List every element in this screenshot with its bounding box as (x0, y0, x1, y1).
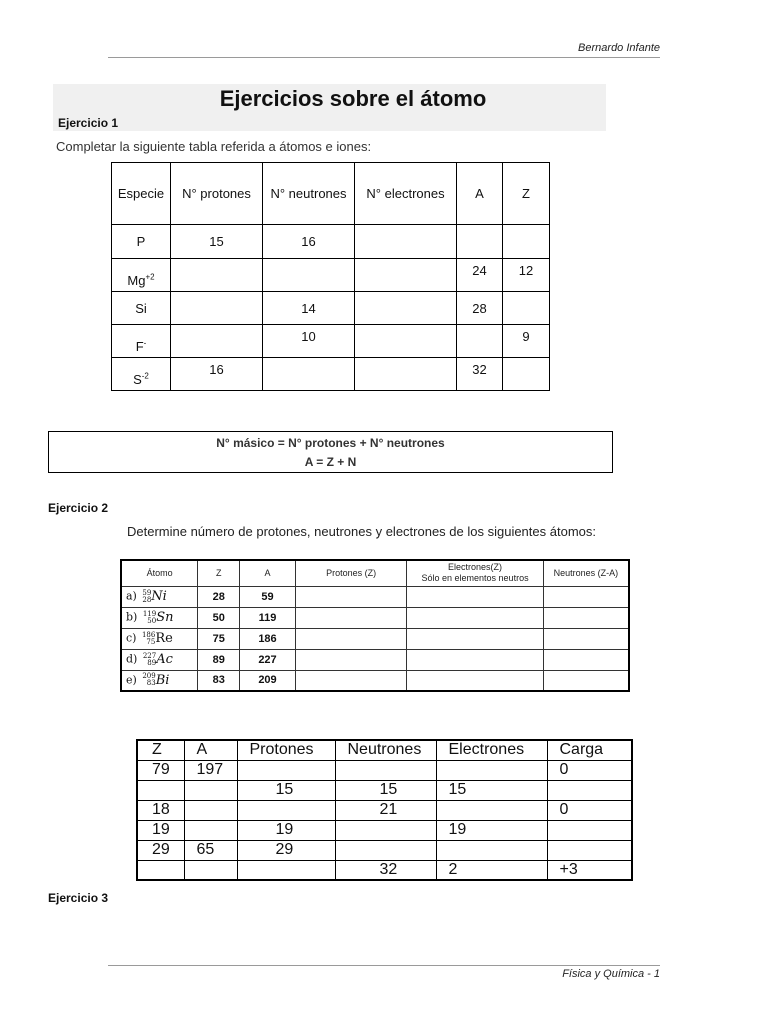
footer-divider (108, 965, 660, 966)
protons-cell (237, 800, 335, 820)
protons-cell: 19 (237, 820, 335, 840)
atomic-number-cell: 12 (503, 259, 550, 292)
header-cell-atomic-number: Z (503, 163, 550, 225)
isotopes-table (120, 559, 630, 692)
electrons-cell (355, 225, 457, 259)
page-title: Ejercicios sobre el átomo (219, 86, 487, 111)
atom-cell (121, 607, 198, 628)
charge-cell (547, 840, 632, 860)
species-symbol: Mg (127, 273, 146, 288)
mass-number-cell: 32 (457, 358, 503, 391)
protons-cell (237, 860, 335, 880)
a-cell (184, 780, 237, 800)
row-letter: c) (126, 631, 137, 645)
atomic-number: 83 (146, 679, 156, 688)
header-cell-neutrons: Neutrones (Z-A) (543, 560, 629, 586)
protons-cell (171, 325, 263, 358)
table-row (121, 586, 629, 607)
z-cell (137, 860, 184, 880)
electrons-cell (436, 760, 547, 780)
ion-charge: -2 (141, 371, 149, 381)
z-cell (137, 780, 184, 800)
row-letter: a) (126, 589, 137, 603)
protons-cell: 15 (237, 780, 335, 800)
table-row (112, 292, 550, 325)
table-row (121, 607, 629, 628)
header-cell-protons: Protones (Z) (295, 560, 406, 586)
species-cell (112, 225, 171, 259)
protons-cell: 15 (171, 225, 263, 259)
mass-number: 186 (141, 630, 156, 639)
neutrons-cell: 15 (335, 780, 436, 800)
element-symbol: Ni (151, 589, 167, 604)
isotope-notation (142, 590, 151, 604)
header-cell-a: A (184, 740, 237, 760)
electrons-cell (407, 586, 543, 607)
z-cell: 79 (137, 760, 184, 780)
table-row (112, 358, 550, 391)
header-cell-z: Z (198, 560, 240, 586)
header-cell-a: A (240, 560, 296, 586)
electrons-cell (436, 800, 547, 820)
a-cell: 186 (240, 628, 296, 649)
electrons-cell (407, 670, 543, 691)
protons-cell: 16 (171, 358, 263, 391)
atomic-number-cell (503, 225, 550, 259)
formula-line-2: A = Z + N (304, 455, 357, 469)
neutrons-cell: 32 (335, 860, 436, 880)
electrons-cell (407, 628, 543, 649)
species-cell (112, 292, 171, 325)
neutrons-cell (335, 840, 436, 860)
header-cell-protons: N° protones (171, 163, 263, 225)
z-cell: 18 (137, 800, 184, 820)
atoms-ions-table (111, 162, 550, 391)
atomic-number: 75 (146, 637, 156, 646)
table-row (112, 225, 550, 259)
exercise-1-label: Ejercicio 1 (58, 116, 119, 130)
neutrons-cell (263, 259, 355, 292)
table-row (121, 649, 629, 670)
species-cell (112, 259, 171, 292)
atom-cell (121, 670, 198, 691)
protons-cell: 29 (237, 840, 335, 860)
table-row (137, 780, 632, 800)
neutrons-cell (335, 820, 436, 840)
mass-number: 227 (142, 651, 157, 660)
neutrons-cell (543, 607, 629, 628)
header-cell-atom: Átomo (121, 560, 198, 586)
electrons-cell: 2 (436, 860, 547, 880)
a-cell: 197 (184, 760, 237, 780)
atomic-number-cell: 9 (503, 325, 550, 358)
protons-cell (295, 649, 406, 670)
protons-cell (295, 586, 406, 607)
table-row (137, 840, 632, 860)
row-letter: b) (126, 610, 138, 624)
exercise-3-label: Ejercicio 3 (48, 891, 109, 905)
charge-cell: +3 (547, 860, 632, 880)
header-cell-species: Especie (112, 163, 171, 225)
exercise-2-instruction: Determine número de protones, neutrones y electrones de los siguientes átomos: (127, 524, 596, 539)
header-cell-charge: Carga (547, 740, 632, 760)
electrons-cell (436, 840, 547, 860)
species-cell (112, 325, 171, 358)
protons-cell (295, 607, 406, 628)
mass-number-cell: 28 (457, 292, 503, 325)
species-symbol: Si (135, 300, 147, 316)
row-letter: e) (126, 673, 137, 687)
mass-number-formula-box (48, 431, 613, 473)
mass-number: 209 (142, 672, 156, 681)
a-cell (184, 820, 237, 840)
a-cell (184, 800, 237, 820)
row-letter: d) (126, 652, 138, 666)
table-row (137, 800, 632, 820)
neutrons-cell (543, 670, 629, 691)
electrons-cell (407, 607, 543, 628)
table-row (121, 628, 629, 649)
a-cell: 227 (240, 649, 296, 670)
table-row (112, 259, 550, 292)
protons-cell (171, 292, 263, 325)
species-symbol: P (136, 234, 146, 249)
neutrons-cell: 21 (335, 800, 436, 820)
electrons-header-line-1: Electrones(Z) (448, 562, 503, 573)
table-header-row (112, 163, 550, 225)
table-row (137, 760, 632, 780)
electrons-cell: 15 (436, 780, 547, 800)
header-cell-neutrons: Neutrones (335, 740, 436, 760)
charge-cell (547, 820, 632, 840)
atom-cell (121, 586, 198, 607)
atomic-number-cell (503, 292, 550, 325)
protons-cell (171, 259, 263, 292)
atomic-number: 89 (147, 658, 157, 667)
formula-line-1: N° másico = N° protones + N° neutrones (216, 436, 445, 450)
electrons-cell (407, 649, 543, 670)
mass-number-cell: 24 (457, 259, 503, 292)
a-cell: 59 (240, 586, 296, 607)
protons-cell (295, 628, 406, 649)
neutrons-cell: 16 (263, 225, 355, 259)
mass-number-cell (457, 325, 503, 358)
electrons-header-line-2: Sólo en elementos neutros (421, 573, 529, 584)
exercise-1-instruction: Completar la siguiente tabla referida a átomos e iones: (56, 139, 372, 154)
ion-charge: - (143, 338, 147, 348)
neutrons-cell: 10 (263, 325, 355, 358)
header-cell-protons: Protones (237, 740, 335, 760)
element-symbol: Sn (156, 610, 174, 625)
neutrons-cell: 14 (263, 292, 355, 325)
isotope-notation (143, 653, 156, 667)
z-cell: 19 (137, 820, 184, 840)
ion-charge: +2 (145, 272, 155, 282)
header-cell-mass-number: A (457, 163, 503, 225)
a-cell: 65 (184, 840, 237, 860)
header-author: Bernardo Infante (578, 42, 660, 54)
z-cell: 28 (198, 586, 240, 607)
atomic-number-cell (503, 358, 550, 391)
charge-cell: 0 (547, 760, 632, 780)
charge-cell (547, 780, 632, 800)
atomic-number: 28 (142, 595, 152, 604)
neutrons-cell (543, 649, 629, 670)
neutrons-cell (263, 358, 355, 391)
z-cell: 89 (198, 649, 240, 670)
header-cell-electrons: Electrones (436, 740, 547, 760)
z-cell: 50 (198, 607, 240, 628)
exercise-2-label: Ejercicio 2 (48, 501, 109, 515)
neutrons-cell (335, 760, 436, 780)
table-header-row (137, 740, 632, 760)
header-cell-neutrons: N° neutrones (263, 163, 355, 225)
species-symbol: S (133, 372, 142, 387)
neutrons-cell (543, 628, 629, 649)
a-cell: 209 (240, 670, 296, 691)
z-cell: 29 (137, 840, 184, 860)
mass-number: 119 (142, 609, 157, 618)
mass-number: 59 (142, 588, 152, 597)
a-cell (184, 860, 237, 880)
a-cell: 119 (240, 607, 296, 628)
z-cell: 75 (198, 628, 240, 649)
electrons-cell (355, 358, 457, 391)
charge-cell: 0 (547, 800, 632, 820)
atom-cell (121, 649, 198, 670)
neutrons-cell (543, 586, 629, 607)
header-cell-electrons (407, 560, 543, 586)
z-cell: 83 (198, 670, 240, 691)
electrons-cell (355, 325, 457, 358)
table-header-row (121, 560, 629, 586)
mass-number-cell (457, 225, 503, 259)
isotope-notation (142, 673, 155, 687)
electrons-cell (355, 292, 457, 325)
header-cell-z: Z (137, 740, 184, 760)
table-row (112, 325, 550, 358)
table-row (121, 670, 629, 691)
atom-cell (121, 628, 198, 649)
electrons-cell: 19 (436, 820, 547, 840)
species-cell (112, 358, 171, 391)
protons-cell (237, 760, 335, 780)
table-row (137, 860, 632, 880)
header-divider (108, 57, 660, 58)
footer-text: Física y Química - 1 (562, 968, 660, 980)
charge-table (136, 739, 633, 881)
element-symbol: Bi (155, 672, 170, 688)
species-symbol: F (135, 339, 144, 354)
header-cell-electrons: N° electrones (355, 163, 457, 225)
element-symbol: Ac (156, 652, 173, 667)
element-symbol: Re (155, 631, 173, 646)
isotope-notation (142, 632, 155, 646)
protons-cell (295, 670, 406, 691)
electrons-cell (355, 259, 457, 292)
isotope-notation (143, 611, 156, 625)
table-row (137, 820, 632, 840)
atomic-number: 50 (147, 616, 157, 625)
